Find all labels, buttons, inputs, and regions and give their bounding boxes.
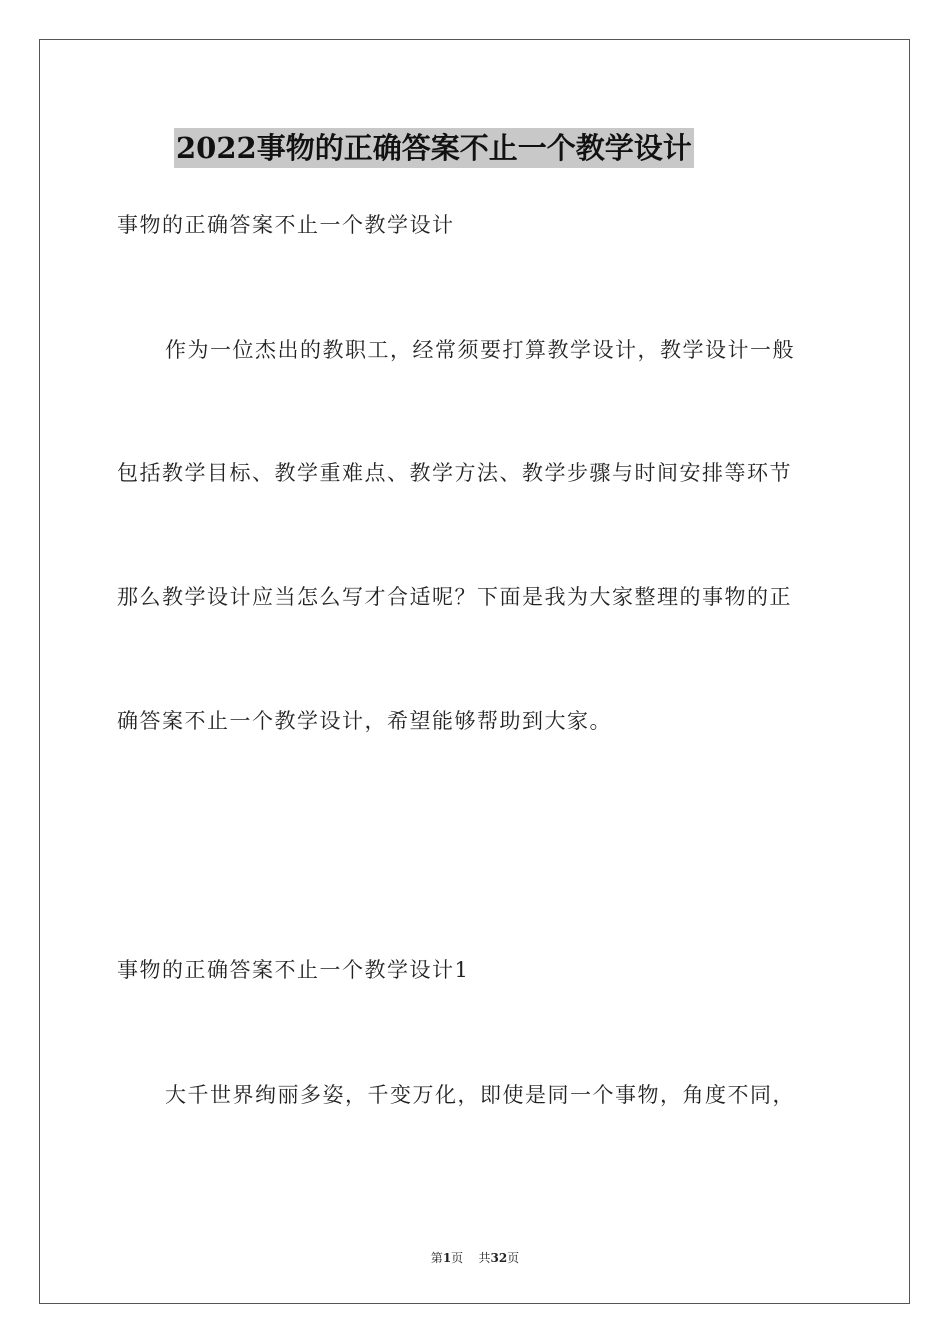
- intro-line-3: 那么教学设计应当怎么写才合适呢？下面是我为大家整理的事物的正: [117, 585, 792, 609]
- section-line-1: 大千世界绚丽多姿，千变万化，即使是同一个事物，角度不同，: [165, 1083, 795, 1107]
- footer-current-page: 1: [442, 1251, 452, 1265]
- footer-page-label: 页: [451, 1251, 464, 1265]
- section-heading: 事物的正确答案不止一个教学设计1: [117, 958, 470, 982]
- document-subtitle: 事物的正确答案不止一个教学设计: [117, 213, 455, 237]
- document-title: 2022事物的正确答案不止一个教学设计: [174, 128, 694, 168]
- intro-line-4: 确答案不止一个教学设计，希望能够帮助到大家。: [117, 709, 612, 733]
- page-footer: [0, 1249, 950, 1266]
- intro-line-1: 作为一位杰出的教职工，经常须要打算教学设计，教学设计一般: [165, 338, 795, 362]
- footer-total-label: 页: [507, 1251, 520, 1265]
- footer-total-prefix: 共: [478, 1251, 491, 1265]
- footer-page-prefix: 第: [430, 1251, 443, 1265]
- intro-line-2: 包括教学目标、教学重难点、教学方法、教学步骤与时间安排等环节: [117, 461, 792, 485]
- footer-total-pages: 32: [490, 1251, 508, 1265]
